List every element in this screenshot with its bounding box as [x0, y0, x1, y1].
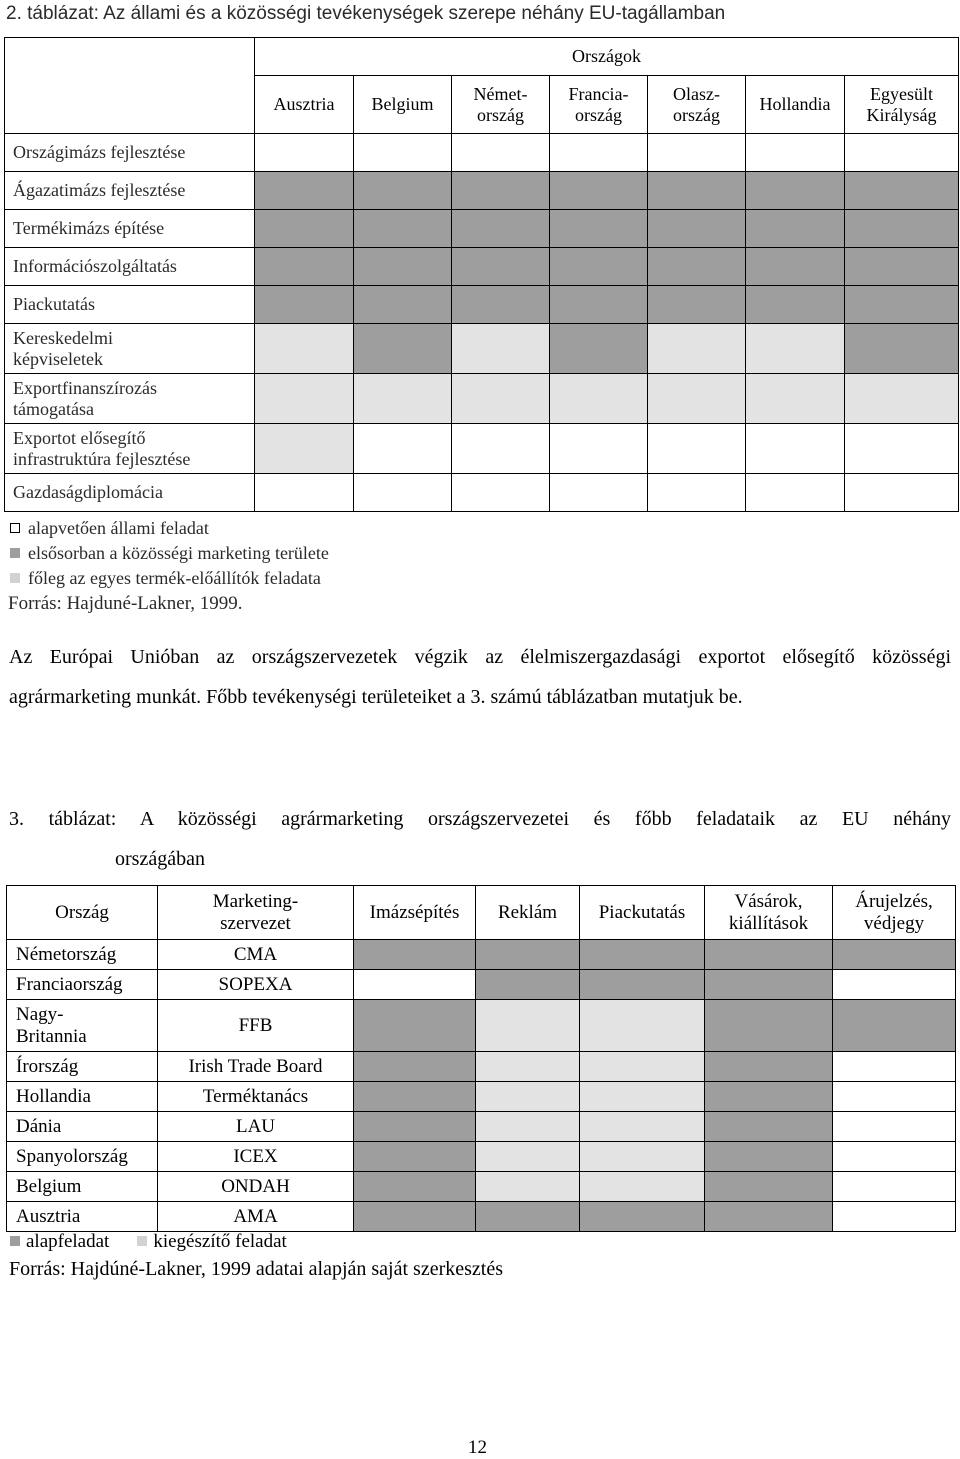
table3-column-header: [158, 886, 354, 940]
table2-cell-white: [452, 474, 550, 512]
table3-legend: [10, 1230, 287, 1254]
table2-cell-dark: [648, 210, 746, 248]
table2-country-header: [550, 76, 648, 134]
table2-cell-dark: [845, 324, 959, 374]
table3-country-text: Ausztria: [16, 1205, 81, 1227]
table2-country-label: ország: [673, 104, 720, 125]
table3-country: [7, 1172, 158, 1202]
table2-cell-white: [746, 474, 845, 512]
table3-cell-light: [580, 1112, 705, 1142]
table3-cell-dark: [354, 1000, 476, 1052]
table2-cell-white: [746, 424, 845, 474]
table2-cell-light: [746, 324, 845, 374]
table2-source: Forrás: Hajduné-Lakner, 1999.: [8, 593, 243, 614]
table3-column-header: [7, 886, 158, 940]
table2-cell-dark: [746, 248, 845, 286]
table3-country: [7, 1052, 158, 1082]
table2-country-label: ország: [477, 104, 524, 125]
table3-organization: Terméktanács: [158, 1082, 354, 1112]
table2-country-label: Francia-: [568, 83, 629, 104]
table2-cell-light: [648, 374, 746, 424]
table2-cell-dark: [452, 210, 550, 248]
table2-cell-dark: [648, 248, 746, 286]
table2-activity-text: Exportot elősegítő: [13, 427, 146, 448]
table3-marketing-organizations: [6, 885, 956, 1232]
table3-organization: CMA: [158, 940, 354, 970]
table2-cell-white: [452, 424, 550, 474]
table2-cell-dark: [354, 210, 452, 248]
table2-activity-text: Piackutatás: [13, 294, 95, 314]
table3-row: [7, 1052, 956, 1082]
table2-activity-text: Információszolgáltatás: [13, 256, 177, 276]
table2-cell-dark: [255, 248, 354, 286]
table3-cell-light: [580, 1142, 705, 1172]
table3-row: [7, 1000, 956, 1052]
legend-swatch-light: [137, 1236, 147, 1246]
table3-cell-dark: [354, 1052, 476, 1082]
table3-organization: ICEX: [158, 1142, 354, 1172]
table2-cell-dark: [746, 286, 845, 324]
table3-cell-light: [476, 1112, 580, 1142]
table3-cell-dark: [354, 1142, 476, 1172]
table3-source: Forrás: Hajdúné-Lakner, 1999 adatai alapján saját szerkesztés: [9, 1258, 503, 1280]
table2-cell-white: [550, 424, 648, 474]
table3-cell-dark: [476, 970, 580, 1000]
table3-cell-light: [476, 1172, 580, 1202]
table2-row: [5, 210, 959, 248]
table3-organization: SOPEXA: [158, 970, 354, 1000]
legend-item: [10, 541, 329, 566]
table2-cell-light: [255, 374, 354, 424]
legend-text: alapfeladat: [26, 1231, 110, 1252]
table3-header-label: Vásárok,: [734, 890, 803, 912]
table3-caption-line2: országában: [115, 848, 205, 870]
table2-cell-dark: [550, 248, 648, 286]
table2-cell-dark: [452, 172, 550, 210]
table3-cell-dark: [580, 1202, 705, 1232]
table2-country-label: Hollandia: [759, 94, 831, 114]
legend-text: főleg az egyes termék-előállítók feladata: [28, 568, 321, 588]
table3-cell-dark: [580, 970, 705, 1000]
table2-cell-dark: [845, 248, 959, 286]
legend-item: [137, 1231, 286, 1252]
table2-activity-text: támogatása: [13, 398, 94, 419]
table3-column-header: [476, 886, 580, 940]
table3-header-label: Reklám: [497, 901, 558, 923]
legend-text: elsősorban a közösségi marketing területe: [28, 543, 329, 563]
table3-header-label: védjegy: [863, 912, 925, 934]
table2-country-header: [452, 76, 550, 134]
table2-cell-dark: [550, 286, 648, 324]
table3-cell-white: [354, 970, 476, 1000]
table3-country-text: Hollandia: [16, 1085, 91, 1107]
table2-cell-dark: [550, 172, 648, 210]
table2-activities-by-country: [4, 37, 959, 512]
table2-activity-label: [5, 286, 255, 324]
table2-row: [5, 286, 959, 324]
table2-cell-light: [354, 374, 452, 424]
table2-country-label: Ausztria: [273, 94, 335, 114]
table3-country-text: Dánia: [16, 1115, 62, 1137]
table2-cell-dark: [648, 172, 746, 210]
table2-activity-label: [5, 134, 255, 172]
table2-cell-white: [845, 134, 959, 172]
table3-column-header: [833, 886, 956, 940]
table2-cell-dark: [255, 210, 354, 248]
table3-country-text: Írország: [16, 1055, 79, 1077]
table2-country-header: [746, 76, 845, 134]
table2-cell-dark: [845, 286, 959, 324]
table3-cell-dark: [705, 1142, 833, 1172]
table2-cell-white: [354, 424, 452, 474]
table3-cell-white: [833, 1082, 956, 1112]
table3-cell-dark: [705, 1202, 833, 1232]
legend-text: alapvetően állami feladat: [28, 518, 209, 538]
table2-cell-white: [354, 474, 452, 512]
table2-country-label: ország: [575, 104, 622, 125]
table2-activity-label: [5, 374, 255, 424]
table3-cell-dark: [354, 1202, 476, 1232]
table2-cell-dark: [354, 324, 452, 374]
table3-country: [7, 1142, 158, 1172]
table2-cell-white: [452, 134, 550, 172]
table2-activity-text: Kereskedelmi: [13, 327, 113, 348]
table3-column-header: [580, 886, 705, 940]
table3-cell-dark: [705, 970, 833, 1000]
table3-cell-light: [580, 1172, 705, 1202]
table3-cell-dark: [705, 1082, 833, 1112]
table2-activity-label: [5, 474, 255, 512]
table3-cell-dark: [476, 1202, 580, 1232]
table3-row: [7, 1202, 956, 1232]
table3-header-label: Ország: [55, 901, 109, 923]
legend-swatch-dark: [10, 548, 20, 558]
table2-row: [5, 424, 959, 474]
table3-header-label: Marketing-: [212, 890, 299, 912]
table2-cell-white: [354, 134, 452, 172]
table2-cell-white: [255, 134, 354, 172]
table3-country: [7, 1202, 158, 1232]
table2-activity-text: Országimázs fejlesztése: [13, 142, 186, 162]
table3-column-header: [354, 886, 476, 940]
table2-row: [5, 172, 959, 210]
table2-activity-text: infrastruktúra fejlesztése: [13, 448, 191, 469]
table2-cell-white: [746, 134, 845, 172]
table3-cell-dark: [833, 1000, 956, 1052]
legend-item: [10, 516, 329, 541]
table3-country: [7, 940, 158, 970]
table3-header-label: kiállítások: [728, 912, 809, 934]
table2-cell-dark: [354, 172, 452, 210]
table3-row: [7, 940, 956, 970]
table2-country-header: [255, 76, 354, 134]
table3-country-text: Franciaország: [16, 973, 123, 995]
table3-country: [7, 970, 158, 1000]
table2-activity-text: Exportfinanszírozás: [13, 377, 157, 398]
table2-cell-light: [746, 374, 845, 424]
table2-corner-cell: [5, 38, 255, 134]
legend-swatch-dark: [10, 1236, 20, 1246]
table2-country-label: Német-: [473, 83, 528, 104]
table3-header-label: szervezet: [220, 912, 291, 934]
table2-cell-white: [845, 424, 959, 474]
table2-cell-white: [648, 424, 746, 474]
table2-cell-white: [255, 474, 354, 512]
table2-caption: 2. táblázat: Az állami és a közösségi tevékenységek szerepe néhány EU-tagállamban: [6, 3, 726, 24]
table2-cell-dark: [746, 172, 845, 210]
table2-cell-dark: [452, 248, 550, 286]
table3-country-text: Britannia: [16, 1025, 87, 1047]
table2-cell-light: [845, 374, 959, 424]
table2-cell-dark: [354, 286, 452, 324]
table2-cell-light: [255, 424, 354, 474]
table3-cell-dark: [705, 1052, 833, 1082]
table2-activity-label: [5, 172, 255, 210]
table2-cell-dark: [746, 210, 845, 248]
table3-country-text: Németország: [16, 943, 117, 965]
table2-legend: [10, 516, 329, 591]
legend-item: [10, 1231, 109, 1252]
table3-cell-light: [476, 1142, 580, 1172]
table2-row: [5, 134, 959, 172]
table2-country-header: [648, 76, 746, 134]
table2-cell-dark: [550, 324, 648, 374]
table3-cell-light: [476, 1052, 580, 1082]
table3-country-text: Nagy-: [16, 1003, 64, 1025]
table3-country: [7, 1000, 158, 1052]
table2-country-label: Egyesült: [870, 83, 934, 104]
table2-activity-text: Gazdaságdiplomácia: [13, 482, 163, 502]
table2-cell-dark: [255, 286, 354, 324]
table3-organization: Irish Trade Board: [158, 1052, 354, 1082]
table3-cell-dark: [580, 940, 705, 970]
table2-country-label: Olasz-: [673, 83, 720, 104]
table2-cell-dark: [845, 210, 959, 248]
table2-cell-dark: [648, 286, 746, 324]
table3-cell-dark: [354, 1172, 476, 1202]
table2-cell-white: [648, 474, 746, 512]
table3-cell-dark: [354, 940, 476, 970]
table3-cell-white: [833, 1112, 956, 1142]
table3-cell-light: [580, 1052, 705, 1082]
table3-caption-line1: 3. táblázat: A közösségi agrármarketing országszervezetei és főbb feladataik az EU néhány: [9, 808, 951, 830]
page-number: 12: [468, 1437, 487, 1458]
table2-cell-light: [550, 374, 648, 424]
table3-organization: ONDAH: [158, 1172, 354, 1202]
table3-column-header: [705, 886, 833, 940]
table3-country: [7, 1082, 158, 1112]
table3-cell-white: [833, 1052, 956, 1082]
table2-cell-white: [845, 474, 959, 512]
table3-country: [7, 1112, 158, 1142]
table2-cell-light: [255, 324, 354, 374]
table2-country-label: Királyság: [866, 104, 937, 125]
table2-cell-light: [648, 324, 746, 374]
table3-cell-white: [833, 1202, 956, 1232]
legend-swatch-light: [10, 573, 20, 583]
body-paragraph: Az Európai Unióban az országszervezetek végzik az élelmiszergazdasági exportot elősegítő közösségi agrármarketing munkát. Főbb tevékenységi területeiket a 3. számú táblázatban mutatjuk be.: [9, 646, 951, 708]
table3-header-label: Piackutatás: [598, 901, 686, 923]
table2-activity-text: Termékimázs építése: [13, 218, 165, 238]
table2-row: [5, 248, 959, 286]
table3-row: [7, 1112, 956, 1142]
table2-cell-light: [452, 324, 550, 374]
table2-cell-white: [550, 474, 648, 512]
legend-item: [10, 566, 329, 591]
table2-activity-label: [5, 324, 255, 374]
table3-row: [7, 1172, 956, 1202]
table2-cell-dark: [845, 172, 959, 210]
table2-country-label: Belgium: [371, 94, 434, 114]
table2-cell-white: [648, 134, 746, 172]
table2-cell-white: [550, 134, 648, 172]
table2-country-header: [845, 76, 959, 134]
table3-cell-white: [833, 1142, 956, 1172]
table3-country-text: Spanyolország: [16, 1145, 128, 1167]
table2-activity-text: képviseletek: [13, 348, 103, 369]
table3-row: [7, 970, 956, 1000]
table3-cell-dark: [705, 1172, 833, 1202]
table3-cell-light: [476, 1000, 580, 1052]
table2-activity-label: [5, 248, 255, 286]
legend-swatch-open: [10, 523, 20, 533]
table3-header-label: Imázsépítés: [369, 901, 460, 923]
table2-row: [5, 474, 959, 512]
table2-cell-light: [452, 374, 550, 424]
table3-cell-light: [580, 1000, 705, 1052]
table2-group-header: Országok: [255, 38, 959, 76]
table2-cell-dark: [354, 248, 452, 286]
table2-row: [5, 374, 959, 424]
table3-cell-dark: [476, 940, 580, 970]
table3-cell-dark: [354, 1082, 476, 1112]
table2-country-header: [354, 76, 452, 134]
table2-row: [5, 324, 959, 374]
table3-cell-dark: [705, 1112, 833, 1142]
table3-cell-dark: [354, 1112, 476, 1142]
table3-header-label: Árujelzés,: [855, 890, 933, 912]
table3-cell-dark: [705, 940, 833, 970]
table2-activity-text: Ágazatimázs fejlesztése: [13, 180, 186, 200]
table2-activity-label: [5, 210, 255, 248]
table3-cell-dark: [833, 940, 956, 970]
table3-cell-white: [833, 970, 956, 1000]
table2-activity-label: [5, 424, 255, 474]
table2-cell-dark: [452, 286, 550, 324]
table3-cell-light: [476, 1082, 580, 1112]
table3-organization: FFB: [158, 1000, 354, 1052]
table3-cell-dark: [705, 1000, 833, 1052]
table3-row: [7, 1142, 956, 1172]
table2-cell-dark: [255, 172, 354, 210]
table3-cell-light: [580, 1082, 705, 1112]
table3-country-text: Belgium: [16, 1175, 82, 1197]
legend-text: kiegészítő feladat: [153, 1231, 287, 1252]
table3-organization: AMA: [158, 1202, 354, 1232]
table2-cell-dark: [550, 210, 648, 248]
table3-organization: LAU: [158, 1112, 354, 1142]
table3-row: [7, 1082, 956, 1112]
table3-cell-white: [833, 1172, 956, 1202]
